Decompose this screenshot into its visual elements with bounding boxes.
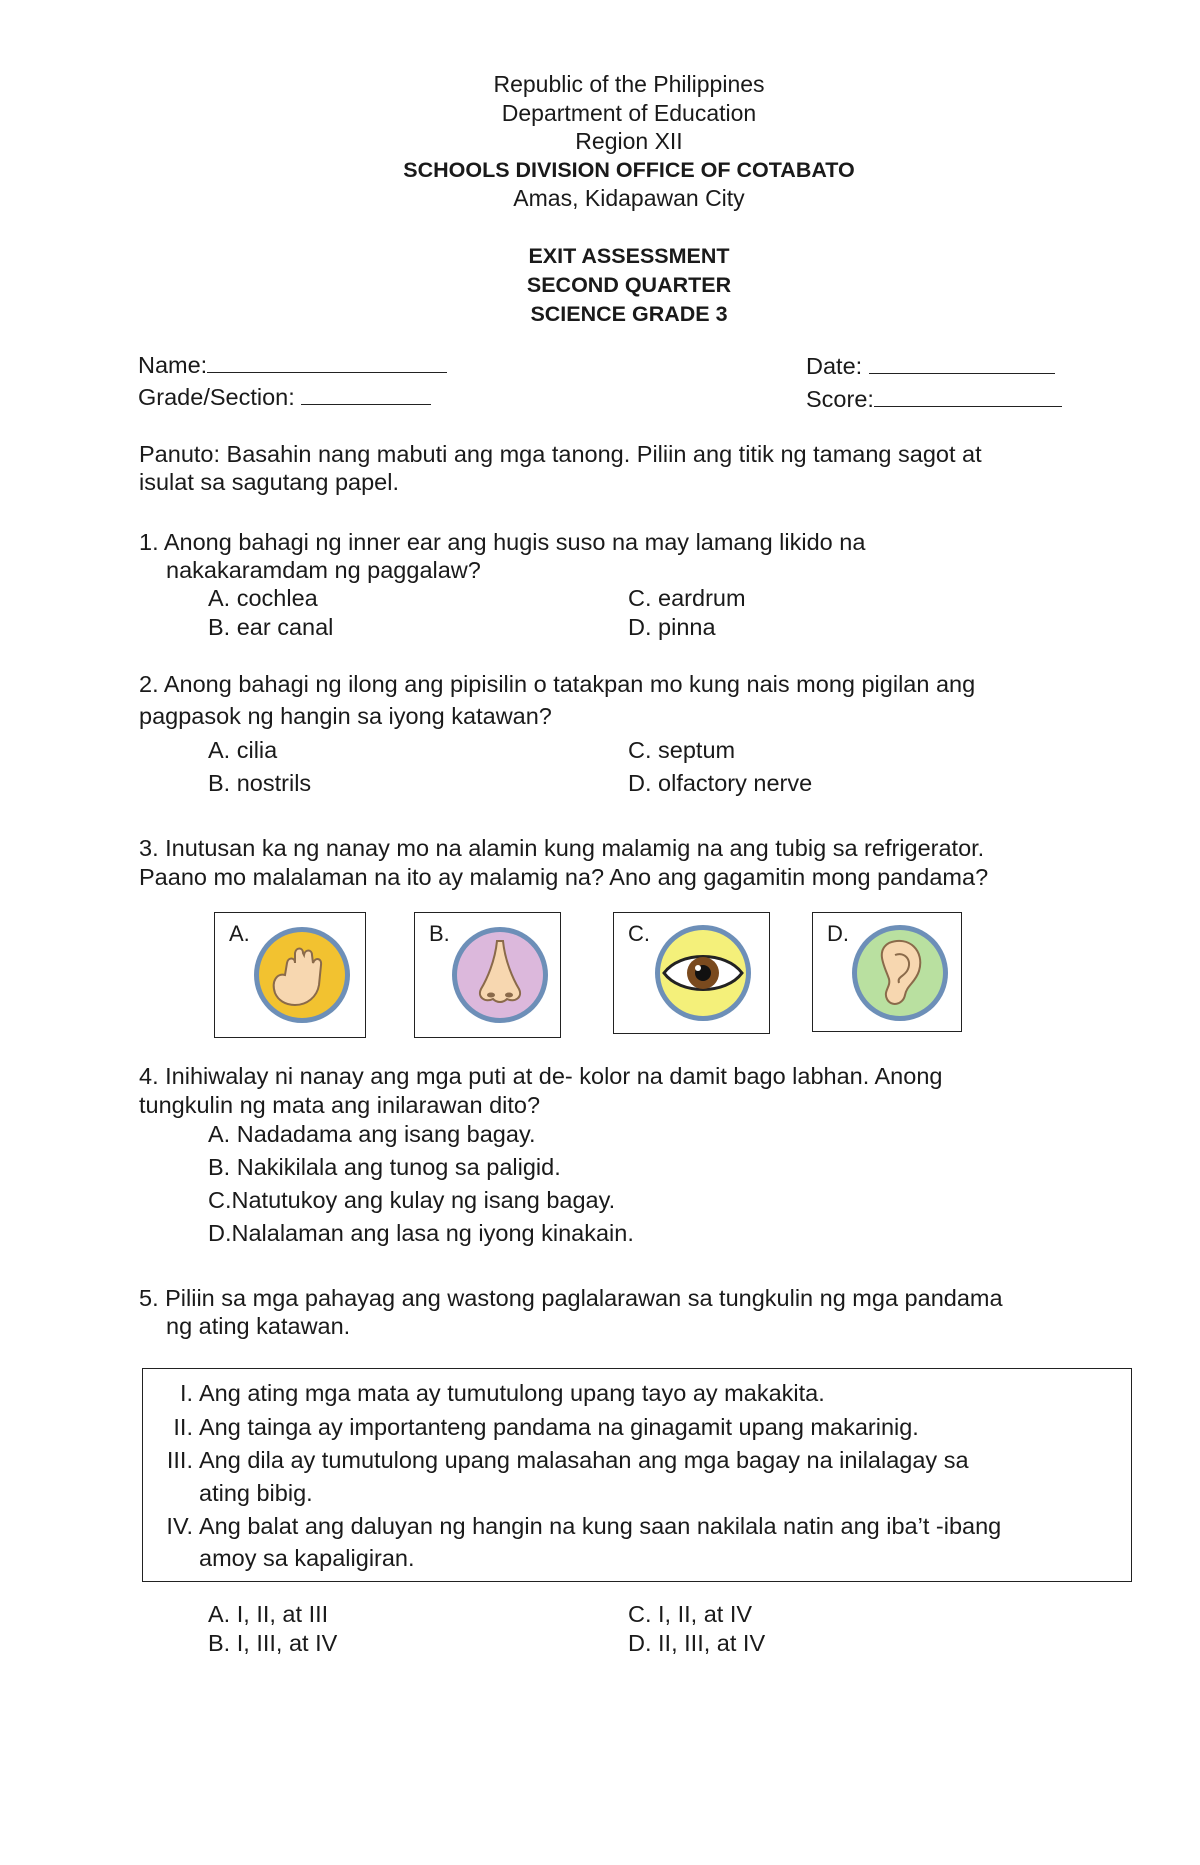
- date-label: Date:: [806, 353, 863, 379]
- statement-3-line2: ating bibig.: [199, 1480, 313, 1506]
- q5-choice-d: D. II, III, at IV: [628, 1630, 766, 1656]
- date-blank[interactable]: [869, 351, 1055, 374]
- title-subject: SCIENCE GRADE 3: [530, 302, 728, 326]
- date-field: [806, 351, 1055, 381]
- q3-text-line2: Paano mo malalaman na ito ay malamig na? Ano ang gagamitin mong pandama?: [139, 864, 989, 890]
- q4-choice-d: D.Nalalaman ang lasa ng iyong kinakain.: [208, 1220, 634, 1246]
- header-republic: Republic of the Philippines: [493, 71, 765, 97]
- q2-choice-a: A. cilia: [208, 737, 278, 763]
- grade-section-blank[interactable]: [301, 382, 431, 405]
- statement-4-line1: Ang balat ang daluyan ng hangin na kung saan nakilala natin ang iba’t -ibang: [199, 1513, 1002, 1539]
- header-address: Amas, Kidapawan City: [513, 185, 745, 211]
- grade-section-field: [138, 382, 431, 412]
- statement-4-number: IV.: [166, 1513, 193, 1539]
- q2-choice-c: C. septum: [628, 737, 736, 763]
- statement-1-number: I.: [179, 1380, 193, 1406]
- eye-icon: [648, 921, 758, 1025]
- q3-choice-b-box[interactable]: [414, 912, 561, 1038]
- instructions-line1: Panuto: Basahin nang mabuti ang mga tanong. Piliin ang titik ng tamang sagot at: [139, 441, 982, 467]
- q1-choice-b: B. ear canal: [208, 614, 334, 640]
- statement-3-line1: Ang dila ay tumutulong upang malasahan ang mga bagay na inilalagay sa: [199, 1447, 969, 1473]
- hand-icon: [247, 923, 357, 1027]
- q3-choice-d-label: D.: [827, 921, 849, 946]
- q2-choice-b: B. nostrils: [208, 770, 312, 796]
- name-blank[interactable]: [207, 350, 447, 373]
- header-department: Department of Education: [501, 100, 757, 126]
- score-field: [806, 384, 1062, 414]
- q4-choice-a: A. Nadadama ang isang bagay.: [208, 1121, 536, 1147]
- statement-1-line1: Ang ating mga mata ay tumutulong upang tayo ay makakita.: [199, 1380, 825, 1406]
- q1-choice-a: A. cochlea: [208, 585, 318, 611]
- title-quarter: SECOND QUARTER: [526, 273, 732, 297]
- name-label: Name:: [138, 352, 208, 378]
- q5-choice-c: C. I, II, at IV: [628, 1601, 753, 1627]
- grade-section-label: Grade/Section:: [138, 384, 295, 410]
- ear-icon: [845, 921, 955, 1025]
- header-division: SCHOOLS DIVISION OFFICE OF COTABATO: [403, 158, 855, 182]
- statement-3-number: III.: [166, 1447, 193, 1473]
- q1-text-line2: nakakaramdam ng paggalaw?: [166, 557, 481, 583]
- name-field: [138, 350, 447, 380]
- statement-4-line2: amoy sa kapaligiran.: [199, 1545, 415, 1571]
- q4-text-line1: 4. Inihiwalay ni nanay ang mga puti at de- kolor na damit bago labhan. Anong: [139, 1063, 943, 1089]
- q2-text-line2: pagpasok ng hangin sa iyong katawan?: [139, 703, 552, 729]
- q3-choice-c-label: C.: [628, 921, 650, 946]
- q3-choice-d-box[interactable]: [812, 912, 962, 1032]
- score-blank[interactable]: [874, 384, 1062, 407]
- q3-text-line1: 3. Inutusan ka ng nanay mo na alamin kung malamig na ang tubig sa refrigerator.: [139, 835, 985, 861]
- q5-choice-b: B. I, III, at IV: [208, 1630, 338, 1656]
- nose-icon: [445, 923, 555, 1027]
- header-region: Region XII: [575, 128, 683, 154]
- q1-choice-c: C. eardrum: [628, 585, 746, 611]
- q1-choice-d: D. pinna: [628, 614, 716, 640]
- q4-text-line2: tungkulin ng mata ang inilarawan dito?: [139, 1092, 541, 1118]
- q3-choice-a-label: A.: [229, 921, 250, 946]
- q3-choice-b-label: B.: [429, 921, 450, 946]
- q5-text-line1: 5. Piliin sa mga pahayag ang wastong paglalarawan sa tungkulin ng mga pandama: [139, 1285, 1003, 1311]
- title-exit-assessment: EXIT ASSESSMENT: [528, 244, 730, 268]
- q4-choice-b: B. Nakikilala ang tunog sa paligid.: [208, 1154, 561, 1180]
- instructions-line2: isulat sa sagutang papel.: [139, 469, 399, 495]
- q2-choice-d: D. olfactory nerve: [628, 770, 813, 796]
- statement-2-number: II.: [173, 1414, 193, 1440]
- q5-choice-a: A. I, II, at III: [208, 1601, 329, 1627]
- q5-statements-box: [142, 1368, 1132, 1582]
- q3-choice-c-box[interactable]: [613, 912, 770, 1034]
- score-label: Score:: [806, 386, 874, 412]
- q3-choice-a-box[interactable]: [214, 912, 366, 1038]
- q2-text-line1: 2. Anong bahagi ng ilong ang pipisilin o tatakpan mo kung nais mong pigilan ang: [139, 671, 976, 697]
- statement-2-line1: Ang tainga ay importanteng pandama na ginagamit upang makarinig.: [199, 1414, 919, 1440]
- q5-text-line2: ng ating katawan.: [166, 1313, 351, 1339]
- q1-text-line1: 1. Anong bahagi ng inner ear ang hugis suso na may lamang likido na: [139, 529, 866, 555]
- q4-choice-c: C.Natutukoy ang kulay ng isang bagay.: [208, 1187, 616, 1213]
